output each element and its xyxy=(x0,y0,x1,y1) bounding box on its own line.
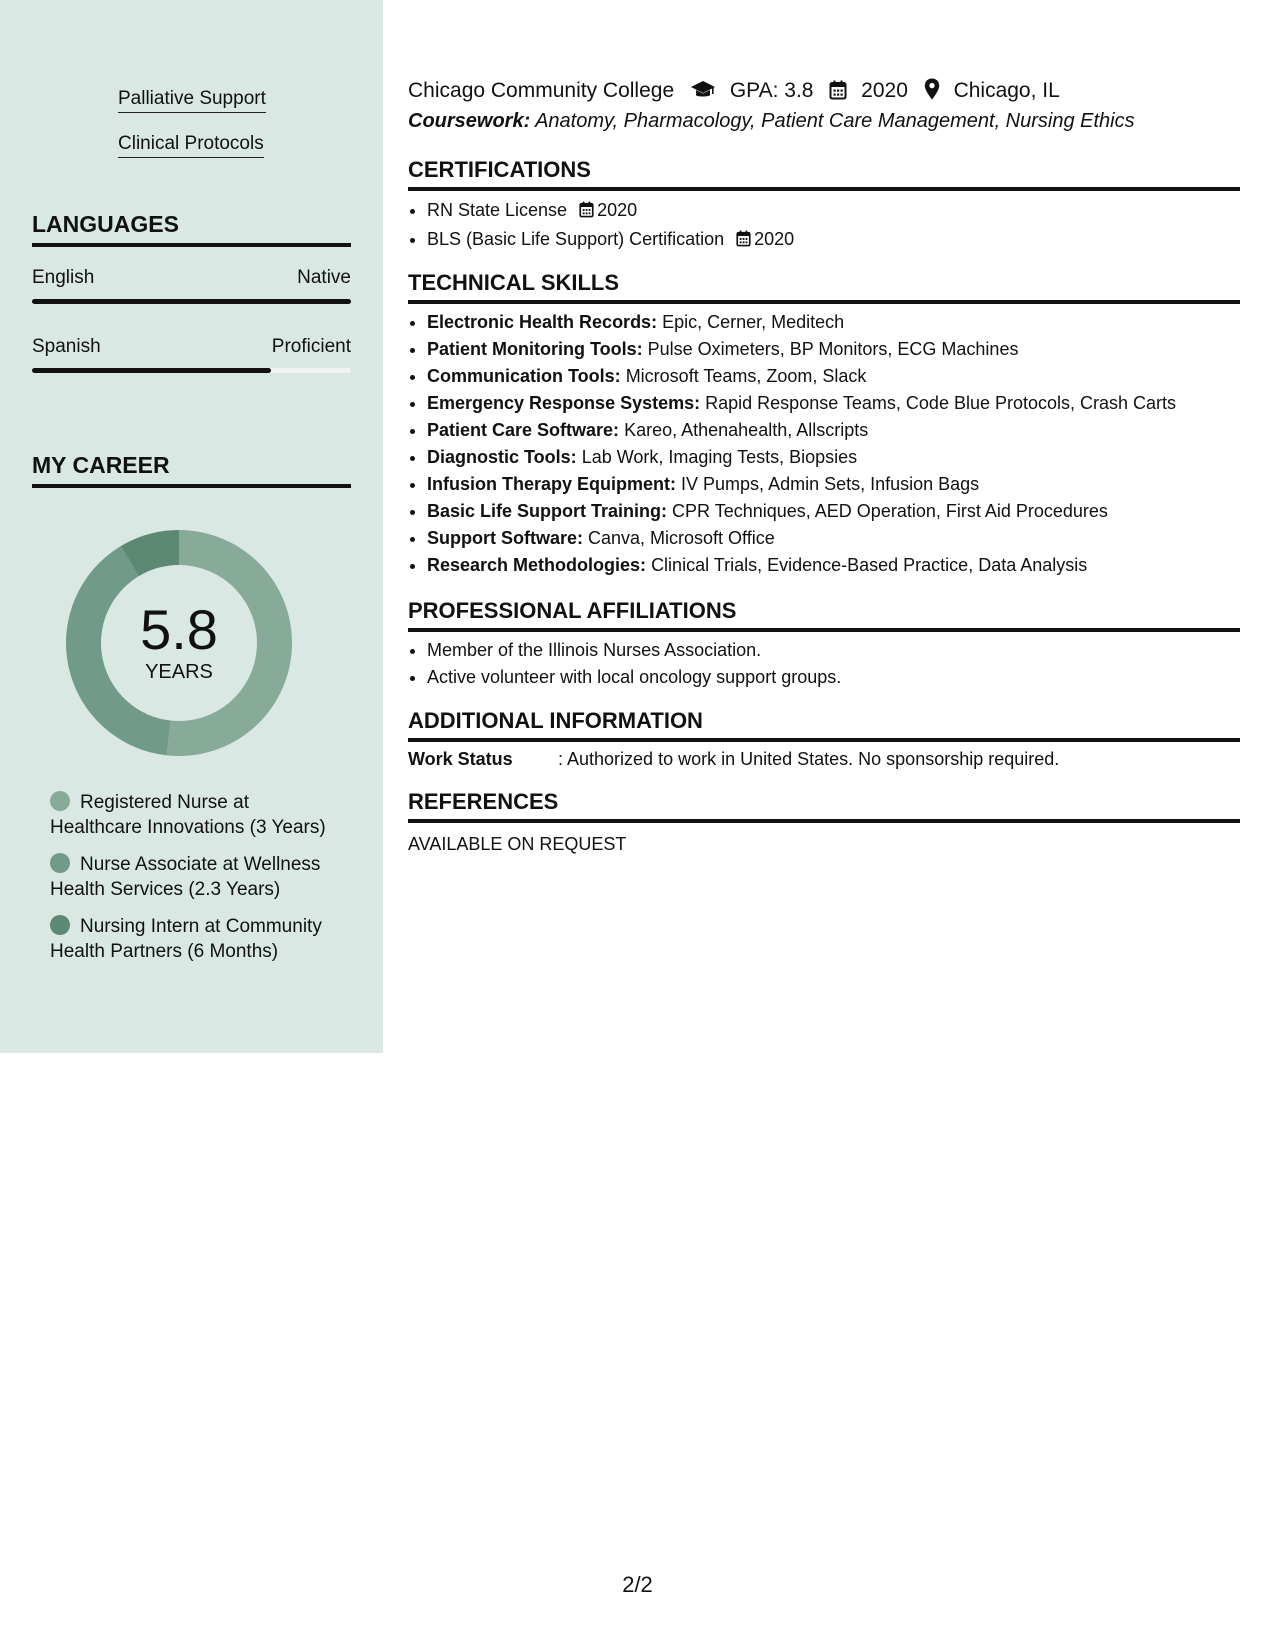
legend-dot-icon xyxy=(50,791,70,811)
cert-year: 2020 xyxy=(597,200,638,220)
list-item xyxy=(427,336,1237,363)
skill-value: Epic, Cerner, Meditech xyxy=(662,312,845,332)
skill-palliative-support: Palliative Support xyxy=(118,88,266,113)
references-text: AVAILABLE ON REQUEST xyxy=(408,834,627,854)
skill-label: Communication Tools: xyxy=(427,366,621,386)
skill-label: Emergency Response Systems: xyxy=(427,393,701,413)
certifications-heading: CERTIFICATIONS xyxy=(408,157,1240,191)
calendar-icon xyxy=(736,228,751,255)
career-legend-item xyxy=(50,852,340,902)
skill-label: Patient Care Software: xyxy=(427,420,620,440)
skill-label: Basic Life Support Training: xyxy=(427,501,668,521)
skill-value: CPR Techniques, AED Operation, First Aid Procedures xyxy=(672,501,1108,521)
career-legend-label: Nurse Associate at Wellness Health Services (2.3 Years) xyxy=(50,854,321,900)
language-bar-english xyxy=(32,299,351,304)
legend-dot-icon xyxy=(50,853,70,873)
references-heading: REFERENCES xyxy=(408,789,1240,823)
skill-value: IV Pumps, Admin Sets, Infusion Bags xyxy=(681,474,980,494)
career-heading: MY CAREER xyxy=(32,452,351,488)
education-line xyxy=(408,78,1060,106)
affiliations-list xyxy=(408,637,1237,691)
page-number: 2/2 xyxy=(622,1572,653,1597)
skill-value: Kareo, Athenahealth, Allscripts xyxy=(624,420,869,440)
languages-heading: LANGUAGES xyxy=(32,211,351,247)
calendar-icon xyxy=(829,80,847,106)
technical-skills-heading: TECHNICAL SKILLS xyxy=(408,270,1240,304)
work-status-row xyxy=(408,749,1059,770)
skill-value: Canva, Microsoft Office xyxy=(588,528,775,548)
graduation-year: 2020 xyxy=(861,79,908,102)
career-legend-item xyxy=(50,790,340,840)
language-level: Proficient xyxy=(271,336,351,357)
career-donut-center xyxy=(66,600,292,684)
cert-name: RN State License xyxy=(427,200,568,220)
certifications-list xyxy=(408,197,1237,255)
language-bar-fill xyxy=(32,299,351,304)
graduation-cap-icon xyxy=(690,80,716,106)
skill-label: Infusion Therapy Equipment: xyxy=(427,474,677,494)
language-bar-fill xyxy=(32,368,271,373)
list-item xyxy=(427,197,1237,226)
skill-label: Patient Monitoring Tools: xyxy=(427,339,643,359)
location-pin-icon xyxy=(924,78,940,106)
school-location: Chicago, IL xyxy=(953,79,1060,102)
cert-year: 2020 xyxy=(754,229,795,249)
affiliations-heading: PROFESSIONAL AFFILIATIONS xyxy=(408,598,1240,632)
list-item: • Member of the Illinois Nurses Association. xyxy=(427,637,1237,664)
skill-value: Pulse Oximeters, BP Monitors, ECG Machines xyxy=(647,339,1019,359)
career-legend-label: Nursing Intern at Community Health Partners (6 Months) xyxy=(50,916,322,962)
language-level: Native xyxy=(297,267,351,288)
list-item xyxy=(427,226,1237,255)
skill-value: Lab Work, Imaging Tests, Biopsies xyxy=(581,447,858,467)
skill-label: Diagnostic Tools: xyxy=(427,447,577,467)
coursework-line xyxy=(408,110,1135,133)
list-item xyxy=(427,471,1237,498)
coursework-label: Coursework: xyxy=(408,110,531,132)
career-legend-label: Registered Nurse at Healthcare Innovations (3 Years) xyxy=(50,792,326,838)
language-name: Spanish xyxy=(32,336,101,357)
school-name: Chicago Community College xyxy=(408,79,675,102)
list-item xyxy=(427,552,1237,579)
career-legend-item xyxy=(50,914,340,964)
work-status-label: Work Status xyxy=(408,749,513,769)
skill-clinical-protocols: Clinical Protocols xyxy=(118,133,264,158)
list-item xyxy=(427,525,1237,552)
skill-value: Rapid Response Teams, Code Blue Protocols, Crash Carts xyxy=(705,393,1177,413)
cert-name: BLS (Basic Life Support) Certification xyxy=(427,229,725,249)
coursework-list: Anatomy, Pharmacology, Patient Care Management, Nursing Ethics xyxy=(535,110,1135,132)
skill-label: Research Methodologies: xyxy=(427,555,647,575)
list-item xyxy=(427,417,1237,444)
work-status-value: : Authorized to work in United States. No sponsorship required. xyxy=(558,749,1060,769)
skill-label: Support Software: xyxy=(427,528,583,548)
technical-skills-list xyxy=(408,309,1237,579)
list-item xyxy=(427,498,1237,525)
skill-value: Microsoft Teams, Zoom, Slack xyxy=(625,366,867,386)
career-total-years: 5.8 xyxy=(140,598,218,661)
skill-label: Electronic Health Records: xyxy=(427,312,658,332)
career-unit: YEARS xyxy=(145,661,213,683)
list-item xyxy=(427,444,1237,471)
list-item: • Active volunteer with local oncology support groups. xyxy=(427,664,1237,691)
calendar-icon xyxy=(579,199,594,226)
gpa: GPA: 3.8 xyxy=(729,79,814,102)
list-item xyxy=(427,363,1237,390)
additional-info-heading: ADDITIONAL INFORMATION xyxy=(408,708,1240,742)
legend-dot-icon xyxy=(50,915,70,935)
list-item xyxy=(427,309,1237,336)
skill-value: Clinical Trials, Evidence-Based Practice, Data Analysis xyxy=(651,555,1088,575)
language-bar-spanish xyxy=(32,368,351,373)
list-item xyxy=(427,390,1237,417)
language-name: English xyxy=(32,267,95,288)
